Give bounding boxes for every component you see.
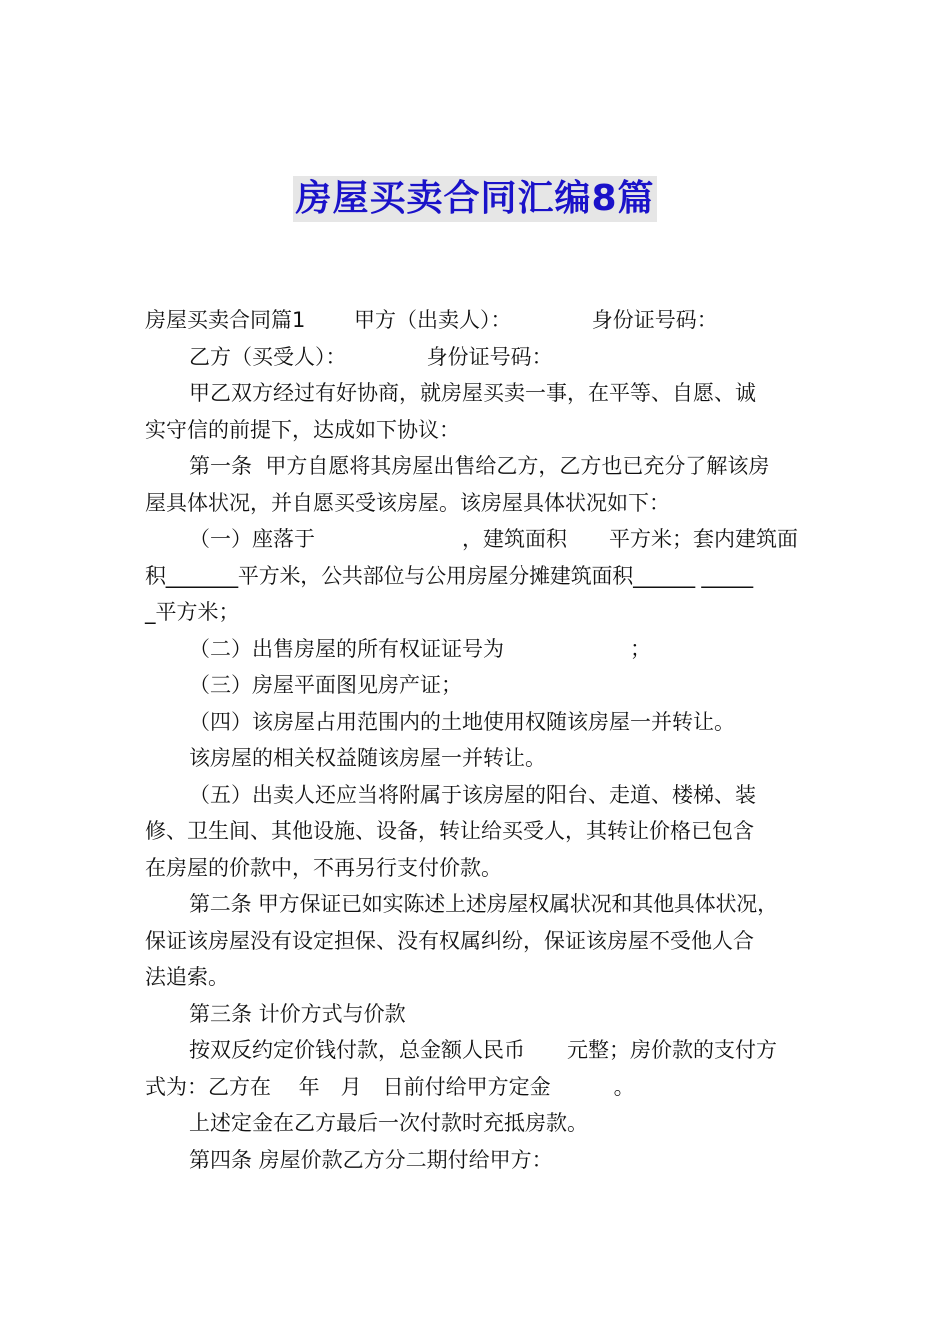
document-title: 房屋买卖合同汇编8篇 (293, 176, 656, 222)
paragraph-line: 上述定金在乙方最后一次付款时充抵房款。 (189, 1111, 588, 1135)
title-container (0, 176, 950, 222)
paragraph-line: 该房屋的相关权益随该房屋一并转让。 (189, 746, 546, 770)
paragraph-line: 第三条 计价方式与价款 (189, 1001, 406, 1026)
paragraph-line: 在房屋的价款中，不再另行支付价款。 (145, 855, 502, 880)
paragraph-line: （二）出售房屋的所有权证证号为 ； (189, 636, 651, 661)
document-body (145, 302, 810, 1178)
paragraph-line: 修、卫生间、其他设施、设备，转让给买受人，其转让价格已包含 (145, 819, 754, 843)
paragraph-line: 房屋买卖合同篇1 甲方（出卖人）： 身份证号码： (145, 308, 718, 332)
paragraph-line: 按双反约定价钱付款，总金额人民币 元整；房价款的支付方 (189, 1038, 777, 1062)
paragraph-line: （四）该房屋占用范围内的土地使用权随该房屋一并转让。 (189, 709, 735, 734)
paragraph-line: 法追索。 (145, 965, 229, 989)
paragraph-line: _平方米； (145, 600, 240, 624)
paragraph-line: 式为：乙方在 年 月 日前付给甲方定金 。 (145, 1074, 635, 1099)
paragraph-line: 第二条 甲方保证已如实陈述上述房屋权属状况和其他具体状况， (189, 892, 778, 916)
paragraph-line: 积_______平方米，公共部位与公用房屋分摊建筑面积______ _____ (145, 563, 753, 588)
paragraph-line: （一）座落于 ，建筑面积 平方米；套内建筑面 (189, 527, 798, 551)
paragraph-line: （三）房屋平面图见房产证； (189, 673, 462, 697)
paragraph-line: 乙方（买受人）： 身份证号码： (189, 344, 553, 369)
paragraph-line: 第一条 甲方自愿将其房屋出售给乙方，乙方也已充分了解该房 (189, 454, 770, 478)
paragraph-line: （五）出卖人还应当将附属于该房屋的阳台、走道、楼梯、装 (189, 782, 756, 807)
paragraph-line: 甲乙双方经过有好协商，就房屋买卖一事，在平等、自愿、诚 (189, 381, 756, 405)
paragraph-line: 屋具体状况，并自愿买受该房屋。该房屋具体状况如下： (145, 490, 670, 515)
paragraph-line: 实守信的前提下，达成如下协议： (145, 417, 460, 442)
paragraph-line: 保证该房屋没有设定担保、没有权属纠纷，保证该房屋不受他人合 (145, 928, 754, 953)
paragraph-line: 第四条 房屋价款乙方分二期付给甲方： (189, 1147, 553, 1172)
